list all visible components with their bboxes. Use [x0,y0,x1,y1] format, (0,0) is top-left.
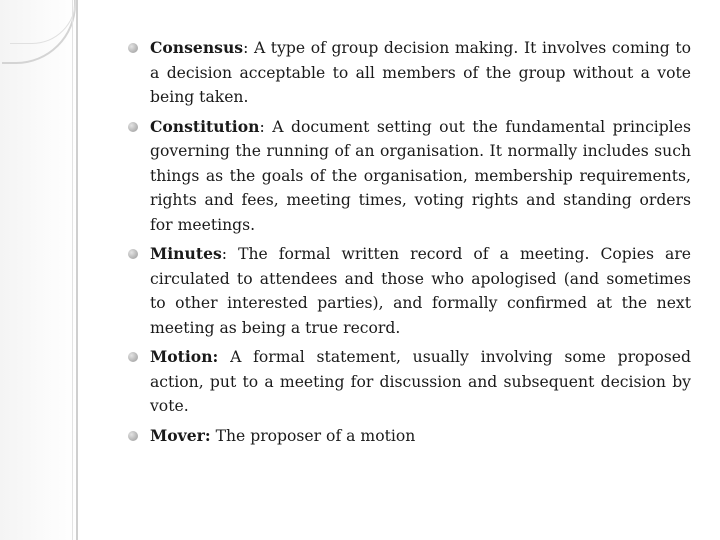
definition-term: Minutes [150,244,222,263]
definition-text: A type of group decision making. It involves coming to a decision acceptable to all members of the group without a vote being taken. [150,39,691,106]
definition-text: The formal written record of a meeting. Copies are circulated to attendees and those who apologised (and sometimes to other interested parties), and formally confirmed at the next meeting as being a true record. [150,245,691,337]
definition-separator: : [259,117,273,136]
decorative-divider-line [76,0,78,540]
definition-term: Consensus [150,38,244,57]
definition-text: A formal statement, usually involving some proposed action, put to a meeting for discussion and subsequent decision by vote. [150,348,691,415]
definition-separator: : [221,245,239,263]
decorative-line-inner [72,0,73,540]
definition-term: Motion: [150,347,219,366]
bullet-icon [128,431,138,441]
definition-item-mover [128,424,691,449]
definition-item-minutes [128,242,691,340]
definition-item-constitution [128,115,691,238]
bullet-icon [128,249,138,259]
decorative-left-band [0,0,78,540]
definition-item-motion [128,345,691,419]
definition-list [128,36,691,448]
definition-separator [218,348,230,366]
definition-separator: : [243,39,254,57]
definition-item-consensus [128,36,691,110]
definition-term: Mover: [150,425,211,445]
bullet-icon [128,43,138,53]
bullet-icon [128,122,138,132]
slide-content [128,36,691,453]
definition-text: The proposer of a motion [215,426,416,445]
definition-term: Constitution [150,116,260,136]
bullet-icon [128,352,138,362]
decorative-arc-inner [10,0,76,44]
definition-text: A document setting out the fundamental principles governing the running of an organisation. It normally includes such things as the goals of the organisation, membership requirements, rights and fees, meeting times, voting rights and standing orders for meetings. [150,117,691,234]
